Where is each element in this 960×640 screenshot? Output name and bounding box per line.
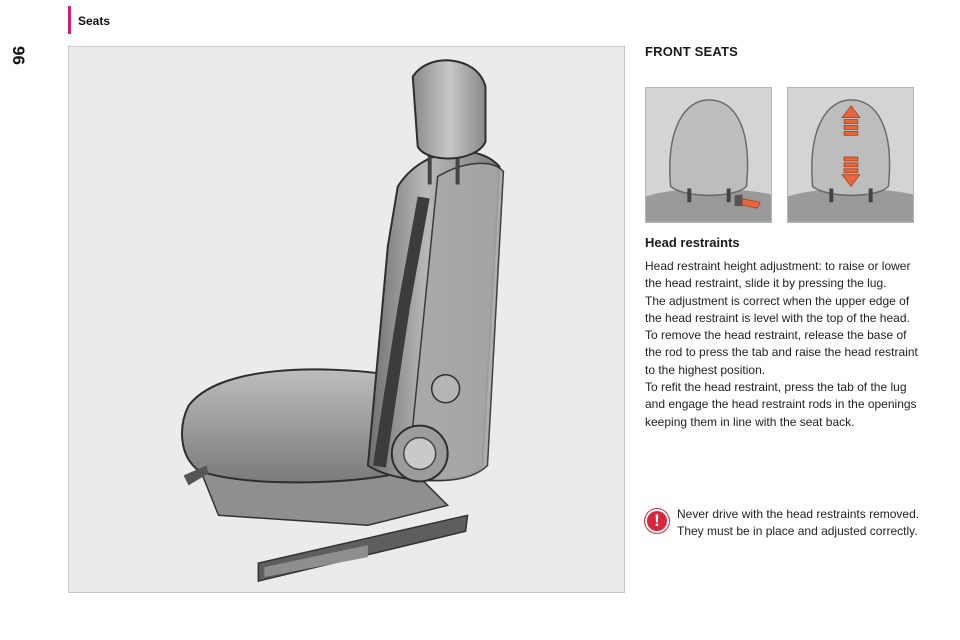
exclamation-warning-icon: ! [645, 509, 669, 533]
section-accent-bar [68, 6, 71, 34]
instruction-paragraph: To refit the head restraint, press the tab of the lug and engage the head restraint rods in the openings keeping them in line with the seat back. [645, 380, 917, 429]
page-number: 96 [9, 46, 28, 65]
instruction-paragraph: The adjustment is correct when the upper edge of the head restraint is level with the top of the head. [645, 293, 910, 325]
section-label: Seats [78, 14, 111, 28]
instructions-body [645, 258, 925, 431]
head-restraint-up-down [787, 87, 914, 223]
front-seat-illustration [68, 46, 625, 593]
section-heading: FRONT SEATS [645, 44, 738, 59]
warning-text: Never drive with the head restraints removed. They must be in place and adjusted correctly. [677, 507, 920, 539]
instruction-paragraph: Head restraint height adjustment: to raise or lower the head restraint, slide it by pressing the lug. [645, 259, 911, 291]
subsection-heading: Head restraints [645, 235, 740, 250]
instruction-paragraph: To remove the head restraint, release the base of the rod to press the tab and raise the head restraint to the highest position. [645, 328, 918, 377]
head-restraint-lug-detail [645, 87, 772, 223]
